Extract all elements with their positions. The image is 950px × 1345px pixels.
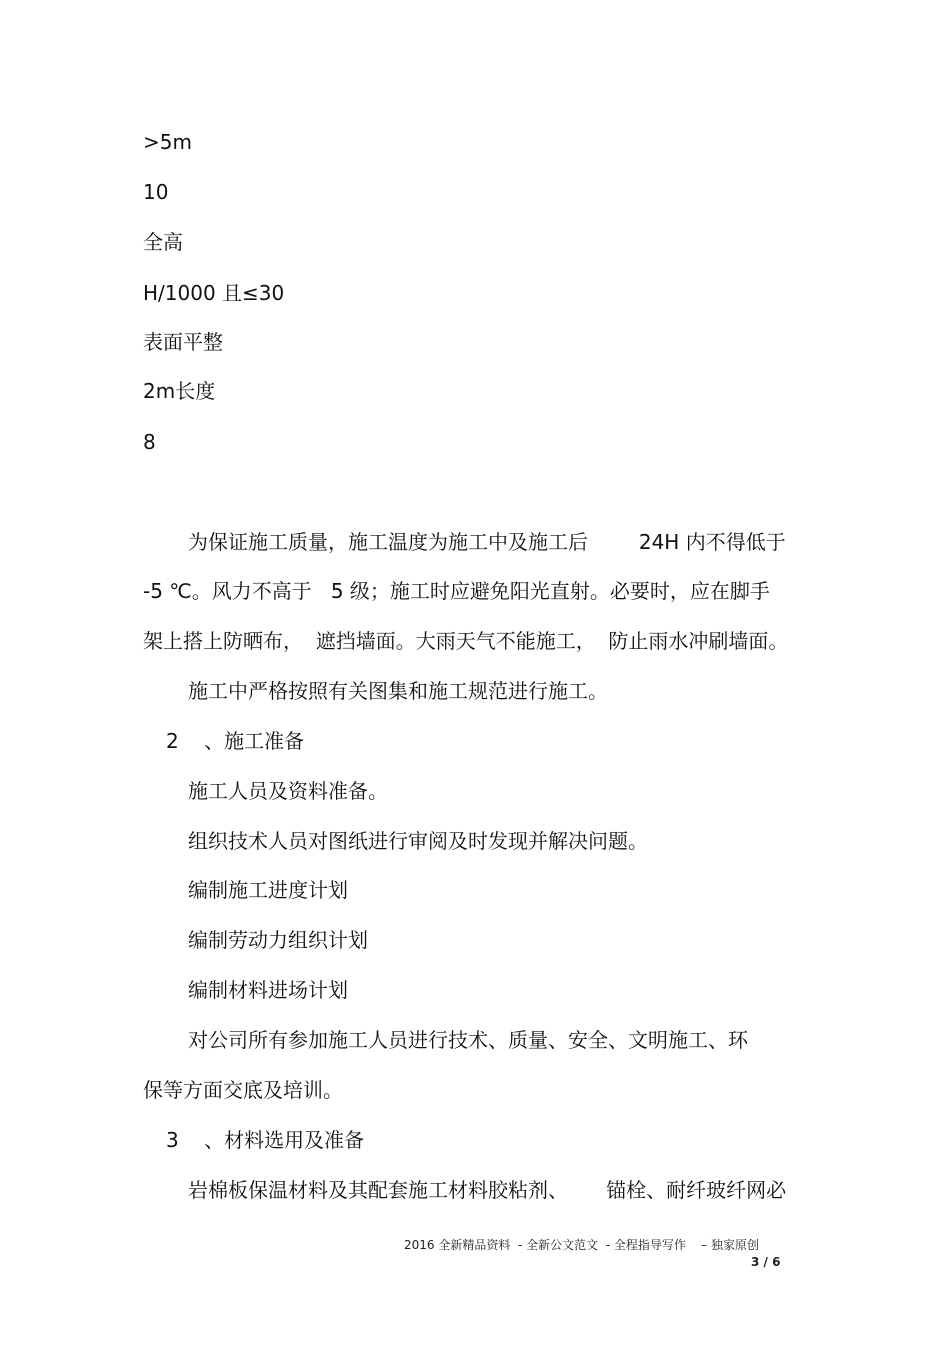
paragraph-line: -5 ℃。风力不高于 5 级；施工时应避免阳光直射。必要时，应在脚手 xyxy=(143,579,770,603)
paragraph-line: 对公司所有参加施工人员进行技术、质量、安全、文明施工、环 xyxy=(188,1028,748,1052)
paragraph-line: 岩棉板保温材料及其配套施工材料胶粘剂、 锚栓、耐纤玻纤网必 xyxy=(188,1178,787,1202)
paragraph-line: 架上搭上防晒布， 遮挡墙面。大雨天气不能施工， 防止雨水冲刷墙面。 xyxy=(143,629,789,653)
table-cell: >5m xyxy=(143,130,192,154)
paragraph-line: 为保证施工质量，施工温度为施工中及施工后 24H 内不得低于 xyxy=(188,530,786,554)
table-cell: 全高 xyxy=(143,230,183,254)
paragraph-line: 施工中严格按照有关图集和施工规范进行施工。 xyxy=(188,679,608,703)
list-item: 编制施工进度计划 xyxy=(188,878,348,902)
list-item: 编制劳动力组织计划 xyxy=(188,928,368,952)
page-number: 3 / 6 xyxy=(751,1255,781,1269)
section-heading: 3 、材料选用及准备 xyxy=(166,1128,365,1152)
footer-text: 2016 全新精品资料 - 全新公文范文 - 全程指导写作 – 独家原创 xyxy=(404,1238,759,1252)
table-cell: 10 xyxy=(143,180,169,204)
table-cell: 表面平整 xyxy=(143,330,223,354)
paragraph-line: 保等方面交底及培训。 xyxy=(143,1078,343,1102)
table-cell: H/1000 且≤30 xyxy=(143,281,285,305)
table-cell: 2m长度 xyxy=(143,379,216,403)
list-item: 编制材料进场计划 xyxy=(188,978,348,1002)
list-item: 组织技术人员对图纸进行审阅及时发现并解决问题。 xyxy=(188,829,648,853)
table-cell: 8 xyxy=(143,430,156,454)
section-heading: 2 、施工准备 xyxy=(166,729,305,753)
list-item: 施工人员及资料准备。 xyxy=(188,779,388,803)
